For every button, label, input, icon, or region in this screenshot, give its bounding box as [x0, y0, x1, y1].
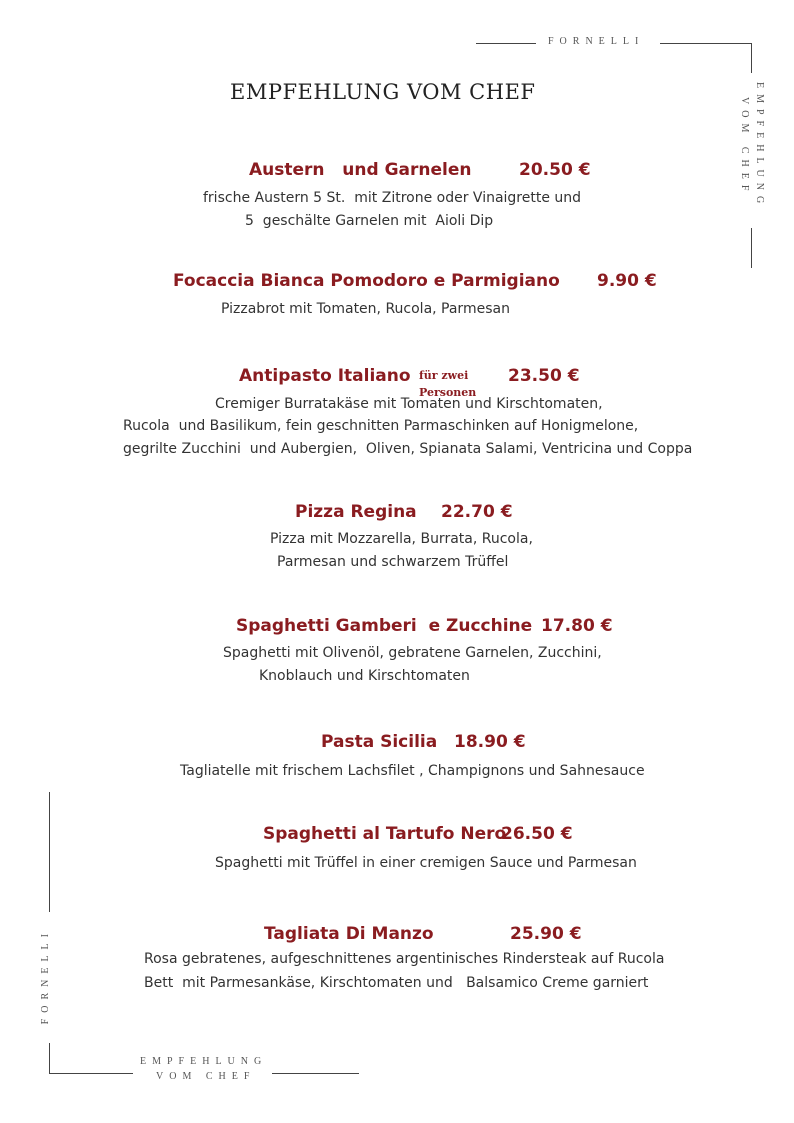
- dish-3-desc-2: Rucola und Basilikum, fein geschnitten Parmaschinken auf Honigmelone,: [123, 418, 639, 434]
- dish-3-price: 23.50 €: [508, 366, 580, 386]
- dish-5-desc-2: Knoblauch und Kirschtomaten: [259, 668, 470, 684]
- side-label-bottom-1: EMPFEHLUNG: [140, 1056, 268, 1067]
- dish-8-desc-1: Rosa gebratenes, aufgeschnittenes argentinisches Rindersteak auf Rucola: [144, 951, 665, 967]
- brand-left: FORNELLI: [40, 928, 51, 1025]
- frame-line-bottom-right: [272, 1073, 359, 1074]
- dish-3-name: Antipasto Italiano: [239, 366, 411, 386]
- dish-4-price: 22.70 €: [441, 502, 513, 522]
- side-label-right-2: VOM CHEF: [739, 97, 750, 197]
- dish-3-note: für zwei Personen: [419, 369, 477, 399]
- dish-6-price: 18.90 €: [454, 732, 526, 752]
- dish-7-price: 26.50 €: [501, 824, 573, 844]
- frame-line-bottom-left: [49, 1073, 133, 1074]
- dish-1-price: 20.50 €: [519, 160, 591, 180]
- frame-line-top-left: [476, 43, 536, 44]
- frame-line-right-top: [751, 43, 752, 73]
- dish-8-desc-2: Bett mit Parmesankäse, Kirschtomaten und Balsamico Creme garniert: [144, 975, 649, 991]
- dish-1-desc-1: frische Austern 5 St. mit Zitrone oder Vinaigrette und: [203, 190, 582, 206]
- dish-2-desc-1: Pizzabrot mit Tomaten, Rucola, Parmesan: [221, 301, 510, 317]
- frame-line-left-top: [49, 792, 50, 912]
- dish-7-name: Spaghetti al Tartufo Nero: [263, 824, 507, 844]
- dish-3-desc-1: Cremiger Burratakäse mit Tomaten und Kirschtomaten,: [215, 396, 603, 412]
- dish-4-name: Pizza Regina: [295, 502, 417, 522]
- dish-6-desc-1: Tagliatelle mit frischem Lachsfilet , Champignons und Sahnesauce: [180, 763, 645, 779]
- frame-line-top-right: [660, 43, 751, 44]
- side-label-right-1: EMPFEHLUNG: [754, 82, 765, 210]
- dish-4-desc-1: Pizza mit Mozzarella, Burrata, Rucola,: [270, 531, 533, 547]
- dish-2-name: Focaccia Bianca Pomodoro e Parmigiano: [173, 271, 560, 291]
- dish-3-desc-3: gegrilte Zucchini und Aubergien, Oliven, Spianata Salami, Ventricina und Coppa: [123, 441, 693, 457]
- frame-line-left-bottom: [49, 1043, 50, 1073]
- dish-2-price: 9.90 €: [597, 271, 657, 291]
- dish-5-desc-1: Spaghetti mit Olivenöl, gebratene Garnelen, Zucchini,: [223, 645, 602, 661]
- dish-1-name: Austern und Garnelen: [249, 160, 472, 180]
- dish-8-price: 25.90 €: [510, 924, 582, 944]
- brand-top: FORNELLI: [548, 36, 645, 47]
- frame-line-right-bottom: [751, 228, 752, 268]
- dish-5-name: Spaghetti Gamberi e Zucchine: [236, 616, 533, 636]
- page-title: EMPFEHLUNG VOM CHEF: [230, 80, 536, 104]
- dish-7-desc-1: Spaghetti mit Trüffel in einer cremigen Sauce und Parmesan: [215, 855, 637, 871]
- dish-8-name: Tagliata Di Manzo: [264, 924, 434, 944]
- dish-5-price: 17.80 €: [541, 616, 613, 636]
- dish-6-name: Pasta Sicilia: [321, 732, 438, 752]
- dish-4-desc-2: Parmesan und schwarzem Trüffel: [277, 554, 509, 570]
- dish-1-desc-2: 5 geschälte Garnelen mit Aioli Dip: [245, 213, 494, 229]
- side-label-bottom-2: VOM CHEF: [156, 1071, 256, 1082]
